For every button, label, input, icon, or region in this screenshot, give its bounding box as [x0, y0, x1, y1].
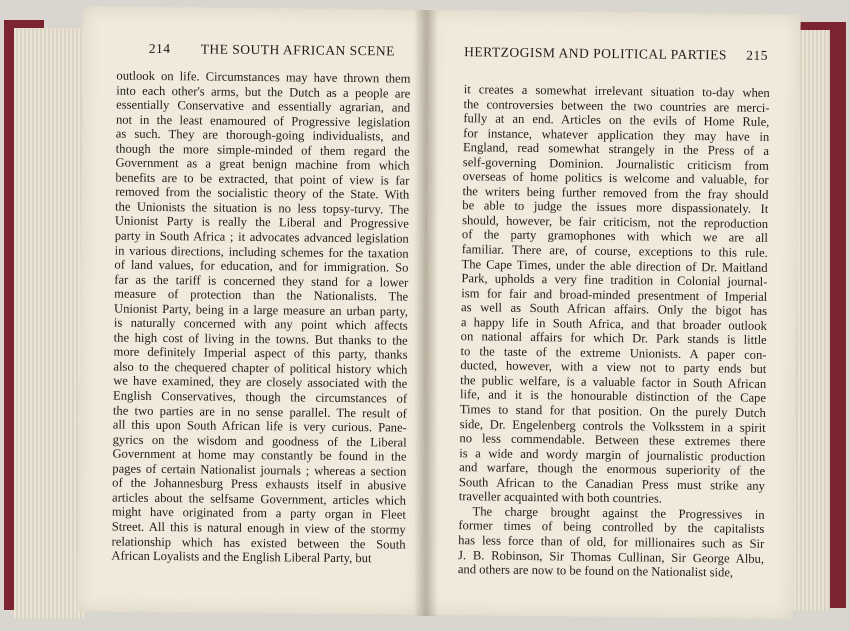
text-line: far as the tariff is concerned they stand for a lower	[114, 272, 409, 290]
text-line: should, however, be fair criticism, not the reproduction	[462, 213, 769, 231]
text-line: gyrics on the wisdom and goodness of the Liberal	[112, 432, 407, 450]
text-line: removed from the socialistic theory of the State. With	[115, 184, 410, 203]
text-line: to the taste of the extreme Unionists. A paper con-	[460, 344, 767, 362]
left-page-body	[111, 69, 410, 567]
text-line: has less force than of old, for millionaires such as Sir	[458, 533, 765, 551]
left-page-number: 214	[148, 40, 171, 57]
text-line: party in South Africa ; it advocates advanced legislation	[114, 228, 409, 246]
text-line: African Loyalists and the English Liberal Party, but	[111, 548, 372, 566]
text-line: Park, upholds a very fine tradition in Colonial journal-	[461, 271, 768, 290]
text-line: the writers being further removed from the fray should	[462, 184, 769, 202]
text-line: we have examined, they are closely associated with the	[113, 374, 408, 392]
text-line: former times of being controlled by the capitalists	[458, 518, 765, 537]
text-line: a happy life in South Africa, and that broader outlook	[460, 314, 767, 333]
text-line: of the Johannesburg Press exhausts itself in abusive	[112, 475, 407, 493]
text-line: Street. All this is natural enough in view of the stormy	[111, 519, 406, 537]
text-line: and others are now to be found on the Nationalist side,	[457, 562, 734, 580]
text-line: South African to the Canadian Press must strike any	[458, 474, 766, 493]
right-page	[421, 10, 800, 619]
right-running-head: HERTZOGISM AND POLITICAL PARTIES	[464, 44, 728, 63]
text-line: the public welfare, is a valuable factor in South African	[460, 373, 767, 391]
text-line: on national affairs for which Dr. Park stands is little	[460, 329, 767, 348]
text-line: and warfare, though the enormous superiority of the	[459, 460, 766, 479]
text-line: the high cost of living in the towns. But thanks to the	[113, 330, 408, 348]
text-line: be able to judge the issues more dispassionately. It	[462, 198, 769, 217]
page-edges-left	[14, 28, 84, 618]
text-line: might have originated from a party organ in Fleet	[111, 504, 406, 523]
text-line: no less commendable. Between these extremes there	[459, 431, 766, 450]
text-line: The charge brought against the Progressives in	[472, 504, 765, 522]
text-line: ducted, however, with a view not to party ends but	[460, 358, 767, 377]
text-line: life, and it is the honourable distinction of the Cape	[459, 387, 767, 406]
text-line: outlook on life. Circumstances may have thrown them	[116, 68, 411, 86]
text-line: the controversies between the two countries are merci-	[463, 96, 770, 115]
text-line: Government as a great benign machine from which	[115, 155, 410, 173]
text-line: traveller acquainted with both countries.	[458, 489, 663, 506]
text-line: Government at home may constantly be found in the	[112, 446, 407, 464]
text-line: more definitely Imperial aspect of this party, thanks	[113, 344, 408, 363]
text-line: benefits are to be extracted, that point of view is far	[115, 170, 410, 188]
text-line: Unionist Party is really the Liberal and Progressive	[114, 214, 409, 232]
text-line: The Cape Times, under the able direction of Dr. Maitland	[461, 256, 768, 275]
left-page	[77, 6, 428, 615]
text-line: self-governing Dominion. Journalistic criticism from	[462, 154, 769, 173]
text-line: is naturally concerned with any point which affects	[113, 315, 408, 333]
text-line: Times to stand for that position. On the purely Dutch	[459, 402, 766, 420]
text-line: also to the chequered chapter of political history which	[113, 359, 408, 377]
left-page-header	[148, 40, 429, 59]
right-page-body	[458, 82, 770, 580]
text-line: ism for fair and broad-minded presentment of Imperial	[461, 285, 768, 304]
text-line: overseas of home politics is welcome and valuable, for	[462, 169, 769, 188]
text-line: into each other's arms, but the Dutch as a people are	[116, 83, 411, 101]
text-line: English Conservatives, though the circumstances of	[113, 388, 408, 406]
text-line: as such. They are thorough-going individualists, and	[115, 126, 410, 144]
text-line: of the party gramophones with which we are all	[461, 227, 769, 246]
text-line: England, read somewhat strangely in the Press of a	[462, 140, 770, 159]
text-line: fully at an end. Articles on the evils of Home Rule,	[463, 111, 770, 130]
text-line: in various directions, including schemes for the taxation	[114, 243, 409, 261]
text-line: all this upon South African life is very curious. Pane-	[112, 417, 407, 435]
text-line: essentially Conservative and essentially agrarian, and	[116, 97, 411, 115]
text-line: Unionist Party, being in a large measure an urban party,	[113, 301, 409, 319]
text-line: familiar. There are, of course, exceptions to this rule.	[461, 242, 768, 260]
text-line: not in the least enamoured of Progressive legislation	[115, 112, 411, 130]
text-line: side, Dr. Engelenberg controls the Volksstem in a spirit	[459, 416, 766, 435]
text-line: of land values, for education, and for immigration. So	[114, 257, 409, 275]
text-line: pages of certain Nationalist journals ; whereas a section	[112, 461, 407, 479]
text-line: the two parties are in no sense parallel. The result of	[112, 403, 408, 421]
text-line: the Unionists the situation is no less topsy-turvy. The	[115, 199, 410, 217]
right-page-header	[464, 44, 774, 63]
left-running-head: THE SOUTH AFRICAN SCENE	[200, 41, 395, 59]
text-line: though the more simple-minded of them regard the	[115, 141, 410, 159]
text-line: articles about the selfsame Government, articles which	[111, 490, 407, 508]
text-line: for instance, whatever application they may have in	[463, 125, 770, 144]
text-line: relationship which has existed between the South	[111, 534, 406, 552]
text-line: is a wide and wordy margin of journalistic production	[459, 445, 766, 464]
text-line: J. B. Robinson, Sir Thomas Cullinan, Sir George Albu,	[457, 547, 765, 566]
text-line: measure of protection than the Nationalists. The	[114, 286, 409, 304]
gutter-shadow	[414, 10, 438, 616]
text-line: it creates a somewhat irrelevant situation to-day when	[463, 82, 770, 100]
text-line: as well as South African affairs. Only the bigot has	[460, 300, 768, 319]
right-page-number: 215	[746, 47, 769, 63]
